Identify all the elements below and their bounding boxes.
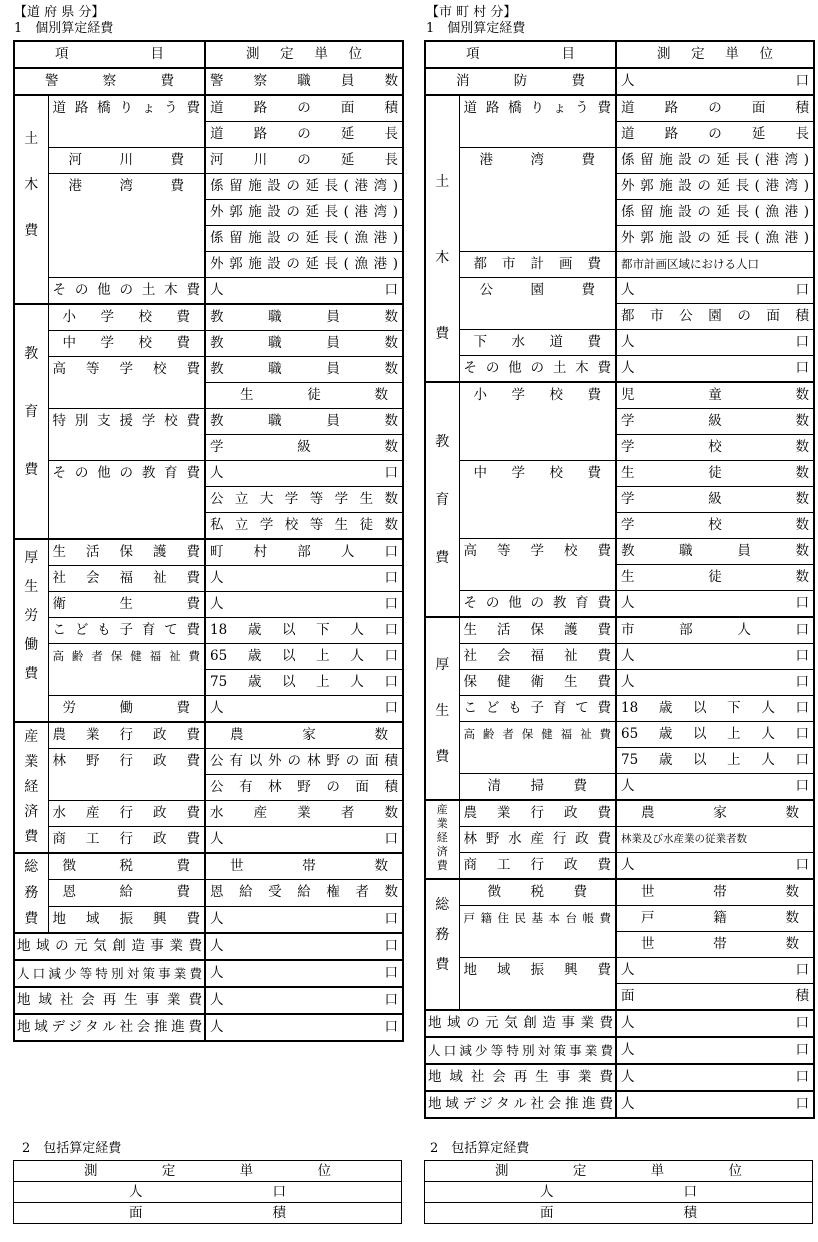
table-row bbox=[425, 330, 814, 356]
row-item: 水産行政費 bbox=[48, 801, 205, 827]
row-item: 小学校費 bbox=[459, 382, 616, 461]
row-unit: 外郭施設の延長(漁港) bbox=[616, 226, 814, 252]
row-unit: 人口 bbox=[616, 1064, 814, 1091]
table-row bbox=[14, 68, 403, 95]
row-unit: 人口 bbox=[616, 1037, 814, 1064]
row-unit: 林業及び水産業の従業者数 bbox=[616, 827, 814, 853]
table-row bbox=[425, 617, 814, 644]
table-row bbox=[14, 357, 403, 383]
category-education: 教育費 bbox=[14, 304, 48, 539]
row-item: 生活保護費 bbox=[459, 617, 616, 644]
row-item: 小学校費 bbox=[48, 304, 205, 331]
row-unit: 係留施設の延長(港湾) bbox=[205, 174, 403, 200]
row-item: 地域社会再生事業費 bbox=[14, 987, 205, 1014]
table-row bbox=[14, 644, 403, 670]
row-unit: 18歳以下人口 bbox=[205, 618, 403, 644]
row-item: 地域の元気創造事業費 bbox=[425, 1010, 616, 1037]
section-title-municipality: 【市 町 村 分】 bbox=[426, 5, 517, 20]
row-item: 恩給費 bbox=[48, 880, 205, 906]
row-unit: 外郭施設の延長(港湾) bbox=[616, 174, 814, 200]
row-unit: 教職員数 bbox=[205, 357, 403, 383]
table-row bbox=[425, 1037, 814, 1064]
row-unit: 私立学校等生徒数 bbox=[205, 513, 403, 540]
row-item: 道路橋りょう費 bbox=[459, 95, 616, 148]
row-unit: 人口 bbox=[205, 906, 403, 933]
subsection-title-right: 1 個別算定経費 bbox=[426, 21, 526, 36]
category-welfare-labor: 厚生労働費 bbox=[14, 539, 48, 722]
row-item: 消防費 bbox=[425, 68, 616, 95]
category-civil: 土木費 bbox=[425, 95, 459, 382]
row-unit: 人口 bbox=[205, 1014, 403, 1041]
row-unit: 公有以外の林野の面積 bbox=[205, 749, 403, 775]
row-unit: 生徒数 bbox=[616, 565, 814, 591]
row-item: 人口減少等特別対策事業費 bbox=[14, 960, 205, 987]
row-unit: 学級数 bbox=[205, 435, 403, 461]
row-unit: 農家数 bbox=[205, 722, 403, 749]
table-header-row bbox=[14, 41, 403, 68]
subsection-title-left: 1 個別算定経費 bbox=[14, 21, 114, 36]
package-header: 測定単位 bbox=[425, 1161, 813, 1182]
row-unit: 河川の延長 bbox=[205, 148, 403, 174]
table-row bbox=[425, 461, 814, 487]
row-unit: 人口 bbox=[205, 566, 403, 592]
row-item: 商工行政費 bbox=[48, 827, 205, 854]
row-item: 中学校費 bbox=[459, 461, 616, 539]
table-row bbox=[425, 1091, 814, 1118]
table-row bbox=[425, 1203, 813, 1224]
row-item: 社会福祉費 bbox=[459, 644, 616, 670]
row-unit: 学校数 bbox=[616, 513, 814, 539]
row-item: 労働費 bbox=[48, 696, 205, 723]
row-unit: 児童数 bbox=[616, 382, 814, 409]
row-item: 都市計画費 bbox=[459, 252, 616, 278]
row-unit: 人口 bbox=[205, 987, 403, 1014]
table-row bbox=[425, 722, 814, 748]
header-item: 項 目 bbox=[14, 41, 205, 68]
row-item: 高齢者保健福祉費 bbox=[48, 644, 205, 696]
row-item: 中学校費 bbox=[48, 331, 205, 357]
row-item: こども子育て費 bbox=[48, 618, 205, 644]
row-unit: 学校数 bbox=[616, 435, 814, 461]
package-row: 人口 bbox=[425, 1182, 813, 1203]
row-item: 地域の元気創造事業費 bbox=[14, 933, 205, 960]
table-row bbox=[14, 331, 403, 357]
row-item: 人口減少等特別対策事業費 bbox=[425, 1037, 616, 1064]
row-unit: 人口 bbox=[205, 960, 403, 987]
prefecture-package-table bbox=[13, 1160, 402, 1224]
table-row bbox=[425, 539, 814, 565]
row-item: 特別支援学校費 bbox=[48, 409, 205, 461]
table-row bbox=[14, 566, 403, 592]
municipality-package-table bbox=[424, 1160, 813, 1224]
table-row bbox=[425, 853, 814, 880]
row-unit: 75歳以上人口 bbox=[616, 748, 814, 774]
table-row bbox=[425, 879, 814, 906]
table-row bbox=[425, 252, 814, 278]
row-unit: 人口 bbox=[616, 958, 814, 984]
table-row bbox=[14, 278, 403, 305]
table-row bbox=[425, 644, 814, 670]
row-unit: 都市公園の面積 bbox=[616, 304, 814, 330]
table-row bbox=[425, 382, 814, 409]
municipality-individual-cost-table bbox=[424, 40, 815, 1119]
table-row bbox=[425, 774, 814, 801]
row-item: 港湾費 bbox=[48, 174, 205, 278]
table-row bbox=[14, 592, 403, 618]
row-item: 徴税費 bbox=[459, 879, 616, 906]
row-item: 保健衛生費 bbox=[459, 670, 616, 696]
row-unit: 戸籍数 bbox=[616, 906, 814, 932]
table-row bbox=[14, 1203, 402, 1224]
category-education: 教育費 bbox=[425, 382, 459, 617]
row-unit: 人口 bbox=[616, 644, 814, 670]
row-item: 林野水産行政費 bbox=[459, 827, 616, 853]
table-row bbox=[14, 906, 403, 933]
table-row bbox=[14, 174, 403, 200]
row-unit: 係留施設の延長(漁港) bbox=[205, 226, 403, 252]
row-unit: 人口 bbox=[616, 853, 814, 880]
prefecture-individual-cost-table bbox=[13, 40, 404, 1042]
row-unit: 65歳以上人口 bbox=[616, 722, 814, 748]
row-unit: 道路の面積 bbox=[205, 95, 403, 122]
package-title-left: 2 包括算定経費 bbox=[22, 1141, 122, 1156]
row-unit: 人口 bbox=[205, 592, 403, 618]
row-item: 衛生費 bbox=[48, 592, 205, 618]
row-item: 道路橋りょう費 bbox=[48, 95, 205, 148]
table-row bbox=[14, 801, 403, 827]
table-row bbox=[14, 722, 403, 749]
table-row bbox=[14, 987, 403, 1014]
category-general-affairs: 総務費 bbox=[425, 879, 459, 1010]
row-item: 港湾費 bbox=[459, 148, 616, 252]
row-unit: 農家数 bbox=[616, 800, 814, 827]
row-unit: 人口 bbox=[205, 461, 403, 487]
row-item: 地域社会再生事業費 bbox=[425, 1064, 616, 1091]
row-item: 清掃費 bbox=[459, 774, 616, 801]
table-row bbox=[425, 800, 814, 827]
header-item: 項 目 bbox=[425, 41, 616, 68]
row-unit: 人口 bbox=[205, 933, 403, 960]
table-row bbox=[425, 1010, 814, 1037]
table-row bbox=[425, 696, 814, 722]
row-unit: 学級数 bbox=[616, 487, 814, 513]
row-item: 高等学校費 bbox=[48, 357, 205, 409]
header-unit: 測 定 単 位 bbox=[616, 41, 814, 68]
row-unit: 人口 bbox=[205, 827, 403, 854]
table-row bbox=[425, 1064, 814, 1091]
row-item: 地域デジタル社会推進費 bbox=[425, 1091, 616, 1118]
package-row: 面積 bbox=[425, 1203, 813, 1224]
row-item: 徴税費 bbox=[48, 853, 205, 880]
row-unit: 人口 bbox=[616, 774, 814, 801]
table-header-row bbox=[425, 41, 814, 68]
row-unit: 係留施設の延長(港湾) bbox=[616, 148, 814, 174]
row-unit: 外郭施設の延長(港湾) bbox=[205, 200, 403, 226]
row-item: 高齢者保健福祉費 bbox=[459, 722, 616, 774]
row-item: その他の教育費 bbox=[459, 591, 616, 618]
row-unit: 外郭施設の延長(漁港) bbox=[205, 252, 403, 278]
package-row: 面積 bbox=[14, 1203, 402, 1224]
table-row bbox=[14, 148, 403, 174]
row-item: 農業行政費 bbox=[48, 722, 205, 749]
row-unit: 水産業者数 bbox=[205, 801, 403, 827]
row-unit: 教職員数 bbox=[616, 539, 814, 565]
row-unit: 人口 bbox=[205, 278, 403, 305]
table-row bbox=[14, 827, 403, 854]
row-item: その他の土木費 bbox=[459, 356, 616, 383]
table-row bbox=[425, 148, 814, 174]
row-unit: 道路の延長 bbox=[616, 122, 814, 148]
table-row bbox=[425, 95, 814, 122]
row-unit: 道路の延長 bbox=[205, 122, 403, 148]
table-row bbox=[425, 356, 814, 383]
row-unit: 人口 bbox=[616, 356, 814, 383]
row-unit: 人口 bbox=[616, 1091, 814, 1118]
row-item: 農業行政費 bbox=[459, 800, 616, 827]
table-row bbox=[14, 95, 403, 122]
row-item: こども子育て費 bbox=[459, 696, 616, 722]
table-row bbox=[425, 827, 814, 853]
table-row bbox=[14, 1182, 402, 1203]
row-unit: 恩給受給権者数 bbox=[205, 880, 403, 906]
row-item: 生活保護費 bbox=[48, 539, 205, 566]
row-item: 地域振興費 bbox=[459, 958, 616, 1011]
row-item: その他の教育費 bbox=[48, 461, 205, 540]
row-unit: 町村部人口 bbox=[205, 539, 403, 566]
category-civil: 土木費 bbox=[14, 95, 48, 304]
table-row bbox=[14, 749, 403, 775]
row-unit: 学級数 bbox=[616, 409, 814, 435]
table-row bbox=[425, 591, 814, 618]
row-unit: 世帯数 bbox=[616, 879, 814, 906]
table-row bbox=[425, 670, 814, 696]
row-unit: 市部人口 bbox=[616, 617, 814, 644]
table-row bbox=[14, 960, 403, 987]
table-row bbox=[425, 906, 814, 932]
table-row bbox=[14, 880, 403, 906]
row-item: 公園費 bbox=[459, 278, 616, 330]
row-item: 地域振興費 bbox=[48, 906, 205, 933]
table-row bbox=[14, 409, 403, 435]
table-row bbox=[14, 696, 403, 723]
row-item: 警察費 bbox=[14, 68, 205, 95]
row-unit: 世帯数 bbox=[205, 853, 403, 880]
row-unit: 人口 bbox=[616, 591, 814, 618]
row-unit: 道路の面積 bbox=[616, 95, 814, 122]
row-unit: 生徒数 bbox=[616, 461, 814, 487]
row-unit: 公有林野の面積 bbox=[205, 775, 403, 801]
row-unit: 人口 bbox=[616, 1010, 814, 1037]
row-unit: 教職員数 bbox=[205, 331, 403, 357]
table-row bbox=[425, 958, 814, 984]
row-unit: 生徒数 bbox=[205, 383, 403, 409]
row-unit: 世帯数 bbox=[616, 932, 814, 958]
row-item: 社会福祉費 bbox=[48, 566, 205, 592]
table-row bbox=[425, 68, 814, 95]
table-row bbox=[14, 1014, 403, 1041]
row-unit: 人口 bbox=[616, 330, 814, 356]
row-item: 河川費 bbox=[48, 148, 205, 174]
row-item: その他の土木費 bbox=[48, 278, 205, 305]
row-unit: 係留施設の延長(漁港) bbox=[616, 200, 814, 226]
row-unit: 18歳以下人口 bbox=[616, 696, 814, 722]
row-unit: 人口 bbox=[205, 696, 403, 723]
table-header-row bbox=[14, 1161, 402, 1182]
category-welfare: 厚生費 bbox=[425, 617, 459, 800]
package-row: 人口 bbox=[14, 1182, 402, 1203]
category-general-affairs: 総務費 bbox=[14, 853, 48, 933]
row-item: 戸籍住民基本台帳費 bbox=[459, 906, 616, 958]
table-row bbox=[14, 539, 403, 566]
section-title-prefecture: 【道 府 県 分】 bbox=[14, 5, 105, 20]
row-unit: 面積 bbox=[616, 984, 814, 1011]
table-row bbox=[14, 461, 403, 487]
row-unit: 公立大学等学生数 bbox=[205, 487, 403, 513]
row-unit: 人口 bbox=[616, 68, 814, 95]
table-header-row bbox=[425, 1161, 813, 1182]
row-unit: 警察職員数 bbox=[205, 68, 403, 95]
row-item: 高等学校費 bbox=[459, 539, 616, 591]
row-item: 下水道費 bbox=[459, 330, 616, 356]
table-row bbox=[14, 933, 403, 960]
row-item: 地域デジタル社会推進費 bbox=[14, 1014, 205, 1041]
table-row bbox=[14, 304, 403, 331]
row-unit: 65歳以上人口 bbox=[205, 644, 403, 670]
table-row bbox=[425, 278, 814, 304]
row-unit: 教職員数 bbox=[205, 304, 403, 331]
header-unit: 測 定 単 位 bbox=[205, 41, 403, 68]
row-unit: 75歳以上人口 bbox=[205, 670, 403, 696]
row-unit: 教職員数 bbox=[205, 409, 403, 435]
category-industry: 産業経済費 bbox=[14, 722, 48, 853]
row-item: 商工行政費 bbox=[459, 853, 616, 880]
row-unit: 人口 bbox=[616, 670, 814, 696]
package-title-right: 2 包括算定経費 bbox=[430, 1141, 530, 1156]
category-industry: 産業経済費 bbox=[425, 800, 459, 879]
row-unit: 人口 bbox=[616, 278, 814, 304]
table-row bbox=[425, 1182, 813, 1203]
table-row bbox=[14, 618, 403, 644]
table-row bbox=[14, 853, 403, 880]
package-header: 測定単位 bbox=[14, 1161, 402, 1182]
row-item: 林野行政費 bbox=[48, 749, 205, 801]
row-unit: 都市計画区域における人口 bbox=[616, 252, 814, 278]
